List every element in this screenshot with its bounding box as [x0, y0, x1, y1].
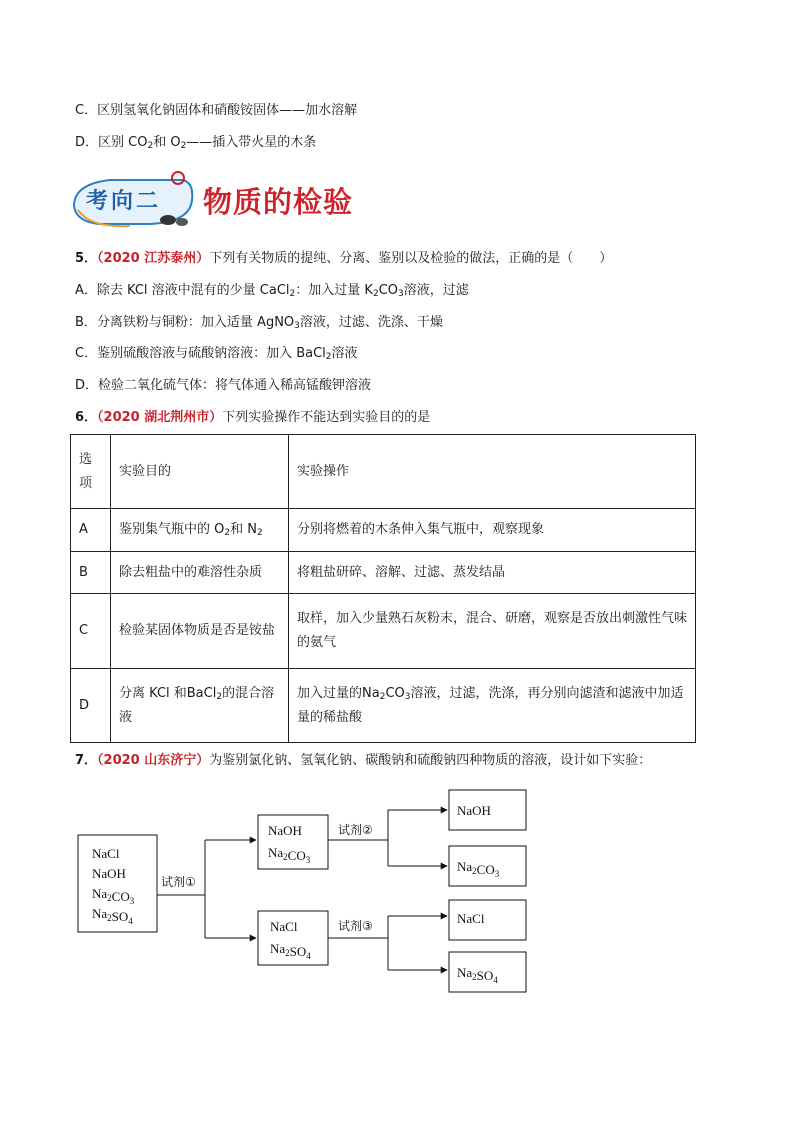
- badge-text: 考向二: [86, 188, 162, 214]
- header-option-text: 选项: [79, 451, 93, 491]
- end-substance: NaCl: [457, 911, 485, 926]
- subscript: 2: [216, 691, 223, 702]
- text: B．分离铁粉与铜粉：加入适量 AgNO: [75, 315, 295, 330]
- mid-top-substance: NaOH: [268, 823, 302, 838]
- text: 溶液，过滤，洗涤，再分别向滤渣和滤液中加适量的稀盐酸: [297, 685, 684, 725]
- end-substance: $Na_2SO_4$: [457, 965, 498, 985]
- text: 加入过量的Na: [297, 685, 380, 701]
- text: 和 N: [230, 522, 257, 537]
- mid-bottom-substance: NaCl: [270, 919, 298, 934]
- row-goal: [111, 669, 289, 743]
- q6-number: 6．: [75, 410, 98, 425]
- text: 鉴别集气瓶中的 O: [119, 522, 225, 537]
- start-substance: NaCl: [92, 846, 120, 861]
- text: C．鉴别硫酸溶液与硫酸钠溶液：加入 BaCl: [75, 346, 326, 361]
- q6-stem: [75, 409, 430, 427]
- q5-stem-text: 下列有关物质的提纯、分离、鉴别以及检验的做法，正确的是（ ）: [209, 251, 613, 266]
- text: D．区别 CO: [75, 135, 148, 150]
- text: D．检验二氧化硫气体：将气体通入稀高锰酸钾溶液: [75, 378, 372, 393]
- subscript: 3: [294, 321, 300, 331]
- q6-stem-text: 下列实验操作不能达到实验目的的是: [222, 410, 431, 425]
- table-row: [71, 552, 696, 594]
- table-header-row: [71, 435, 696, 509]
- mid-top-substance: $Na_2CO_3$: [268, 845, 311, 865]
- text: CO: [385, 685, 405, 701]
- subscript: 2: [372, 289, 379, 299]
- subscript: 2: [256, 528, 263, 538]
- q5-option-a: [75, 282, 469, 300]
- text: ——插入带火星的木条: [186, 135, 317, 150]
- option-d-line: [75, 134, 316, 152]
- header-goal: 实验目的: [111, 435, 289, 509]
- row-option: C: [71, 594, 111, 669]
- text: A．除去 KCl 溶液中混有的少量 CaCl: [75, 283, 290, 298]
- text: CO: [378, 283, 398, 298]
- subscript: 2: [180, 141, 187, 151]
- reagent-3-label: 试剂③: [338, 919, 373, 933]
- text: 溶液: [331, 346, 358, 361]
- subscript: 2: [224, 528, 231, 538]
- subscript: 3: [404, 691, 411, 702]
- row-option: A: [71, 509, 111, 552]
- subscript: 3: [397, 289, 404, 299]
- q5-number: 5．: [75, 251, 98, 266]
- section-title: 物质的检验: [203, 185, 354, 219]
- mid-bottom-substance: $Na_2SO_4$: [270, 941, 311, 961]
- reagent-1-label: 试剂①: [161, 875, 196, 889]
- header-option: [71, 435, 111, 509]
- subscript: 2: [147, 141, 154, 151]
- row-operation: 分别将燃着的木条伸入集气瓶中，观察现象: [289, 509, 696, 552]
- row-option: B: [71, 552, 111, 594]
- q6-source: （2020 湖北荆州市）: [97, 410, 223, 425]
- row-option: D: [71, 669, 111, 743]
- text: 和 O: [153, 135, 181, 150]
- q5-option-d: [75, 377, 371, 395]
- start-substance: $Na_2SO_4$: [92, 906, 133, 926]
- text: ：加入过量 K: [295, 283, 373, 298]
- q5-stem: [75, 250, 612, 268]
- q5-option-b: [75, 314, 443, 332]
- subscript: 2: [325, 352, 332, 362]
- row-goal: 检验某固体物质是否是铵盐: [111, 594, 289, 669]
- table-row: [71, 669, 696, 743]
- header-operation: 实验操作: [289, 435, 696, 509]
- text: 溶液，过滤、洗涤、干燥: [299, 315, 443, 330]
- q6-table: [70, 434, 696, 743]
- text: 分离 KCl 和BaCl: [119, 685, 217, 701]
- row-operation: 将粗盐研碎、溶解、过滤、蒸发结晶: [289, 552, 696, 594]
- q7-number: 7．: [75, 753, 98, 768]
- reagent-2-label: 试剂②: [338, 823, 373, 837]
- row-operation: [289, 669, 696, 743]
- q5-option-c: [75, 345, 358, 363]
- row-goal: [111, 509, 289, 552]
- q5-source: （2020 江苏泰州）: [97, 251, 210, 266]
- section-badge-icon: [70, 170, 198, 232]
- option-c-text: C．区别氢氧化钠固体和硝酸铵固体——加水溶解: [75, 103, 358, 118]
- start-substance: NaOH: [92, 866, 126, 881]
- end-substance: NaOH: [457, 803, 491, 818]
- text: 溶液，过滤: [403, 283, 469, 298]
- table-row: [71, 594, 696, 669]
- option-c-line: [75, 102, 357, 120]
- start-substance: $Na_2CO_3$: [92, 886, 135, 906]
- row-operation: 取样，加入少量熟石灰粉末，混合、研磨，观察是否放出刺激性气味的氨气: [289, 594, 696, 669]
- subscript: 2: [289, 289, 296, 299]
- subscript: 2: [379, 691, 386, 702]
- q7-source: （2020 山东济宁）: [97, 753, 210, 768]
- q7-stem-text: 为鉴别氯化钠、氢氧化钠、碳酸钠和硫酸钠四种物质的溶液，设计如下实验：: [209, 753, 652, 768]
- table-row: [71, 509, 696, 552]
- text: 的混合溶液: [119, 685, 275, 725]
- end-substance: $Na_2CO_3$: [457, 859, 500, 879]
- row-goal: 除去粗盐中的难溶性杂质: [111, 552, 289, 594]
- separation-flowchart: [0, 760, 794, 1000]
